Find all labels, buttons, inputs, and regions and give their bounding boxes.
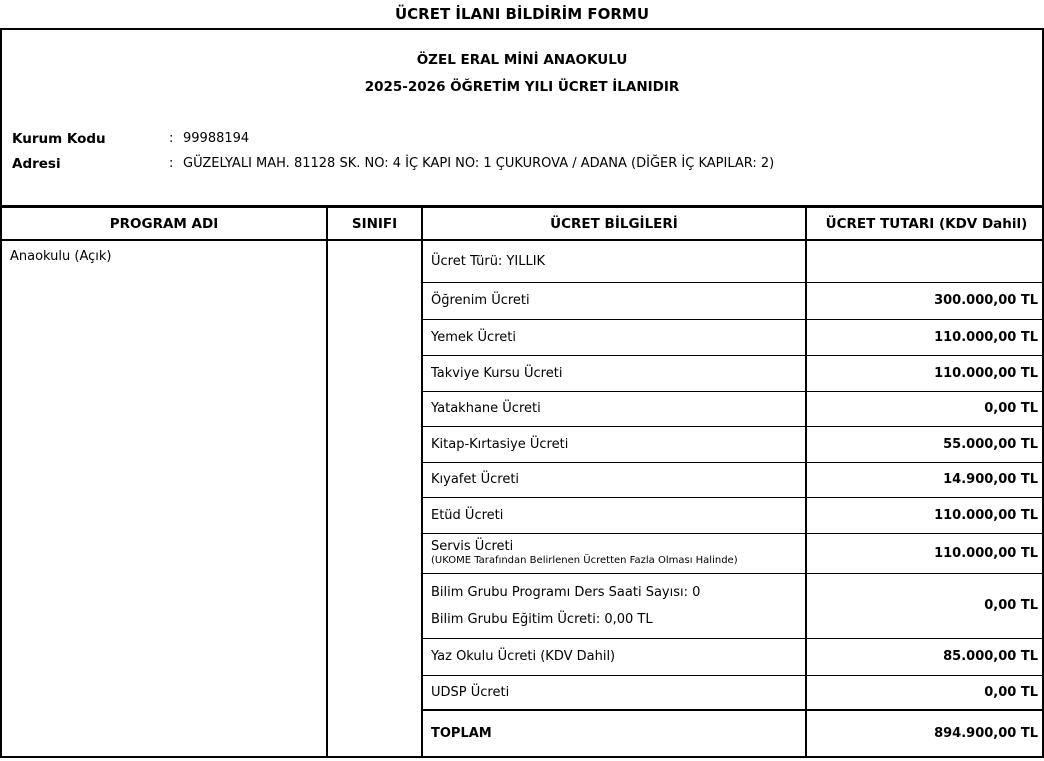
fee-label-cell — [422, 426, 806, 462]
fee-label-cell — [422, 391, 806, 426]
fee-label: Servis Ücreti — [431, 539, 514, 554]
fee-label: Yaz Okulu Ücreti (KDV Dahil) — [431, 649, 616, 664]
fee-label: Kıyafet Ücreti — [431, 472, 520, 487]
fee-label-cell — [422, 462, 806, 497]
fee-row — [2, 240, 1044, 282]
fee-value-cell: 55.000,00 TL — [806, 426, 1044, 462]
adresi-label: Adresi — [12, 155, 61, 172]
fee-table-header-row — [2, 207, 1044, 241]
col-header-ucret-bilgileri: ÜCRET BİLGİLERİ — [422, 207, 806, 241]
kurum-kodu-label: Kurum Kodu — [12, 130, 106, 147]
fee-label-note: (UKOME Tarafından Belirlenen Ücretten Fazla Olması Halinde) — [431, 555, 738, 566]
fee-value-cell: 0,00 TL — [806, 675, 1044, 710]
program-name: Anaokulu (Açık) — [10, 249, 112, 264]
fee-label-cell — [422, 675, 806, 710]
fee-value-cell: 110.000,00 TL — [806, 319, 1044, 355]
fee-label-cell — [422, 638, 806, 675]
kurum-kodu-row — [12, 126, 1042, 151]
fee-label: Bilim Grubu Programı Ders Saati Sayısı: 0 — [431, 584, 701, 600]
fee-table — [2, 205, 1044, 756]
fee-label: Takviye Kursu Ücreti — [431, 365, 563, 381]
col-header-sinifi: SINIFI — [327, 207, 422, 241]
col-header-ucret-tutari: ÜCRET TUTARI (KDV Dahil) — [806, 207, 1044, 241]
fee-label: UDSP Ücreti — [431, 684, 510, 700]
fee-value-cell: 894.900,00 TL — [806, 710, 1044, 756]
fee-label: TOPLAM — [431, 726, 492, 741]
adresi-value: GÜZELYALI MAH. 81128 SK. NO: 4 İÇ KAPI NO: 1 ÇUKUROVA / ADANA (DİĞER İÇ KAPILAR: 2) — [183, 156, 775, 171]
fee-label: Yemek Ücreti — [431, 329, 516, 345]
colon-separator: : — [169, 156, 174, 171]
form-body — [0, 28, 1044, 758]
fee-value-cell — [806, 240, 1044, 282]
fee-label: Etüd Ücreti — [431, 507, 504, 523]
fee-label-cell — [422, 240, 806, 282]
fee-label-cell — [422, 533, 806, 573]
fee-label-cell — [422, 710, 806, 756]
fee-label-cell — [422, 573, 806, 638]
fee-label-cell — [422, 497, 806, 533]
fee-value-cell: 110.000,00 TL — [806, 355, 1044, 391]
fee-value-cell: 0,00 TL — [806, 391, 1044, 426]
institution-info — [2, 126, 1042, 176]
fee-label: Kitap-Kırtasiye Ücreti — [431, 436, 569, 452]
program-name-cell — [2, 240, 327, 756]
fee-label-cell — [422, 355, 806, 391]
form-title: ÜCRET İLANI BİLDİRİM FORMU — [394, 5, 650, 23]
fee-value-cell: 85.000,00 TL — [806, 638, 1044, 675]
fee-label: Yatakhane Ücreti — [431, 401, 541, 416]
school-header — [2, 30, 1042, 101]
announcement-line: 2025-2026 ÖĞRETİM YILI ÜCRET İLANIDIR — [364, 79, 680, 95]
fee-value-cell: 110.000,00 TL — [806, 533, 1044, 573]
fee-value-cell: 110.000,00 TL — [806, 497, 1044, 533]
colon-separator: : — [169, 131, 174, 146]
fee-label-cell — [422, 319, 806, 355]
fee-label-line2: Bilim Grubu Eğitim Ücreti: 0,00 TL — [431, 611, 653, 627]
fee-label-cell — [422, 282, 806, 319]
fee-value-cell: 14.900,00 TL — [806, 462, 1044, 497]
sinifi-cell — [327, 240, 422, 756]
fee-label: Öğrenim Ücreti — [431, 293, 530, 308]
school-name: ÖZEL ERAL MİNİ ANAOKULU — [416, 52, 628, 68]
fee-value-cell: 300.000,00 TL — [806, 282, 1044, 319]
kurum-kodu-value: 99988194 — [183, 131, 250, 146]
fee-label: Ücret Türü: YILLIK — [431, 253, 546, 269]
col-header-program-adi: PROGRAM ADI — [2, 207, 327, 241]
fee-value-cell: 0,00 TL — [806, 573, 1044, 638]
adresi-row — [12, 151, 1042, 176]
